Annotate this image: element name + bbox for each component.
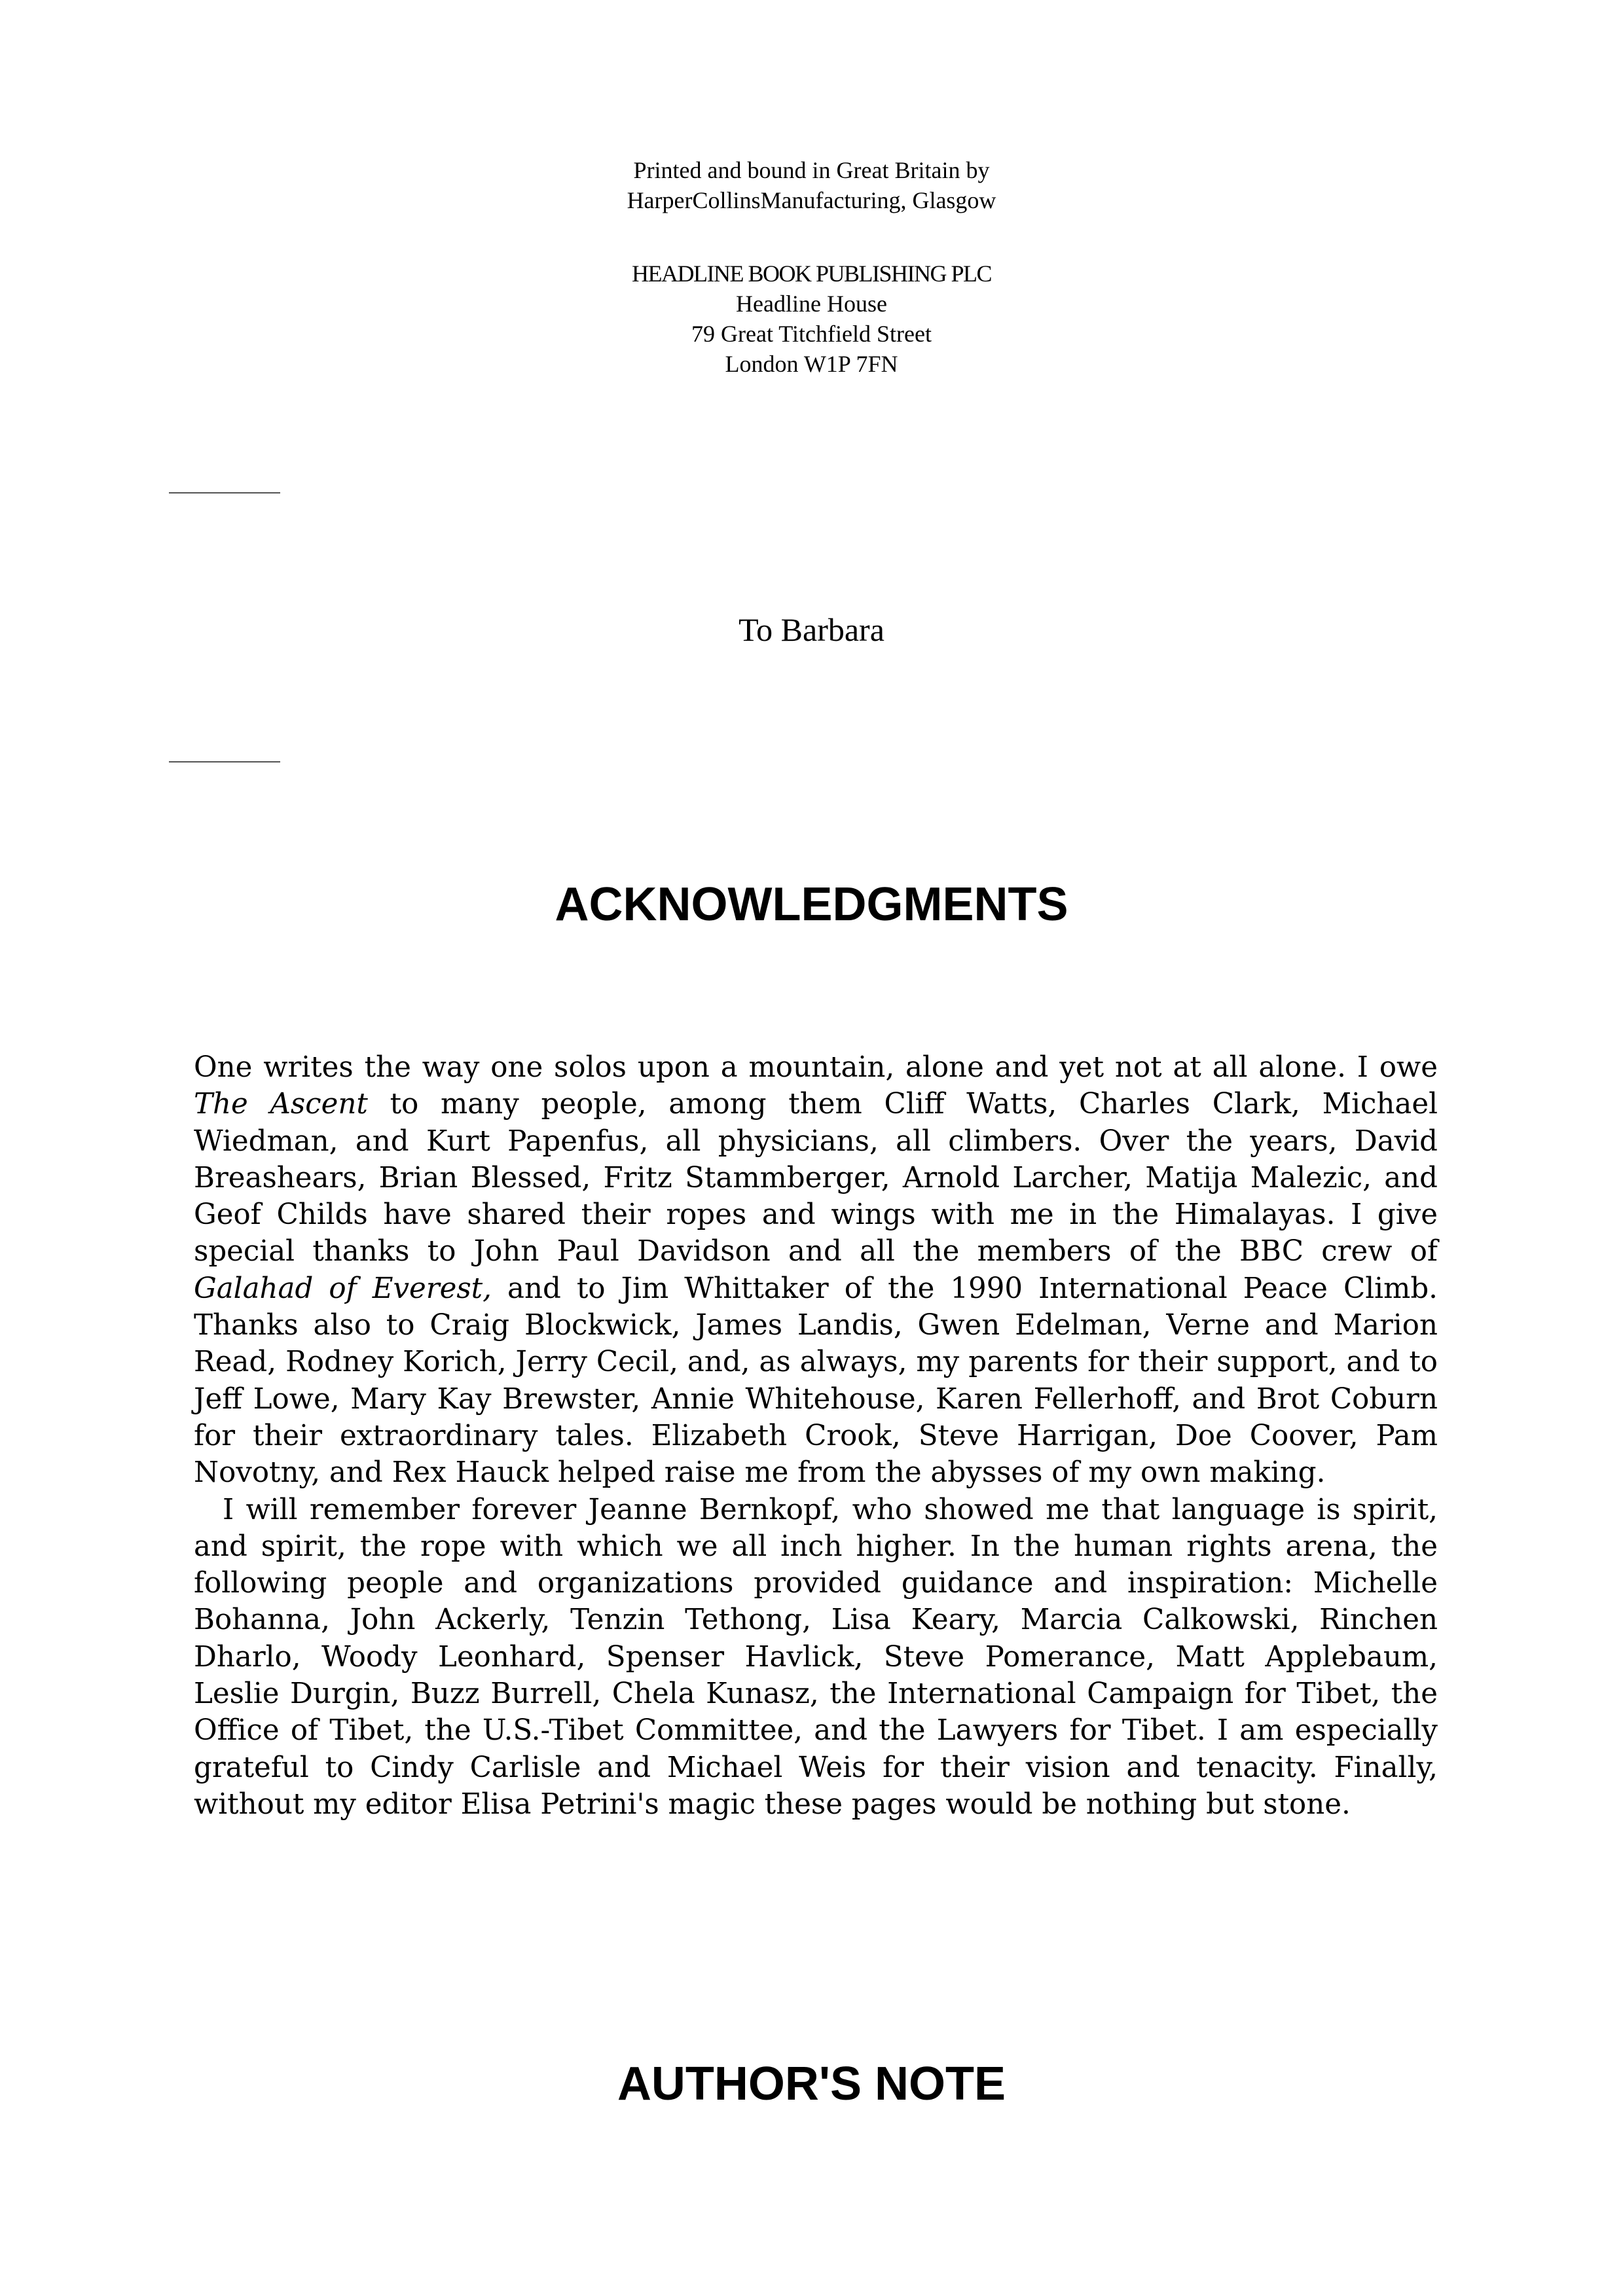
dedication: To Barbara [739,611,884,648]
acknowledgments-paragraph: One writes the way one solos upon a mountain, alone and yet not at all alone. I owe The Ascent to many people, among them Cliff Watts, Charles Clark, Michael Wiedman, and Kurt Papenfus, all physicians, all climbers. Over the years, David Breashears, Brian Blessed, Fritz Stammberger, Arnold Larcher, Matija Malezic, and Geof Childs have shared their ropes and wings with me in the Himalayas. I give special thanks to John Paul Davidson and all the members of the BBC crew of Galahad of Everest, and to Jim Whittaker of the 1990 International Peace Climb. Thanks also to Craig Blockwick, James Landis, Gwen Edelman, Verne and Marion Read, Rodney Korich, Jerry Cecil, and, as always, my parents for their support, and to Jeff Lowe, Mary Kay Brewster, Annie Whitehouse, Karen Fellerhoff, and Brot Coburn for their extraordinary tales. Elizabeth Crook, Steve Harrigan, Doe Coover, Pam Novotny, and Rex Hauck helped raise me from the abysses of my own making. [194,1051,1438,1490]
authors-note-heading: AUTHOR'S NOTE [617,2058,1006,2110]
section-divider [169,492,280,493]
acknowledgments-body [194,1049,1438,1823]
publisher-address-line: London W1P 7FN [725,351,898,377]
printer-line: HarperCollinsManufacturing, Glasgow [627,187,996,213]
section-divider [169,761,280,762]
book-title: The Ascent [194,1088,368,1121]
publisher-address-line: Headline House [736,291,887,317]
film-title: Galahad of Everest, [194,1272,492,1305]
acknowledgments-heading: ACKNOWLEDGMENTS [555,878,1068,931]
acknowledgments-paragraph: I will remember forever Jeanne Bernkopf, who showed me that language is spirit, and spirit, the rope with which we all inch higher. In the human rights arena, the following people and organizations provided guidance and inspiration: Michelle Bohanna, John Ackerly, Tenzin Tethong, Lisa Keary, Marcia Calkowski, Rinchen Dharlo, Woody Leonhard, Spenser Havlick, Steve Pomerance, Matt Applebaum, Leslie Durgin, Buzz Burrell, Chela Kunasz, the International Campaign for Tibet, the Office of Tibet, the U.S.-Tibet Committee, and the Lawyers for Tibet. I am especially grateful to Cindy Carlisle and Michael Weis for their vision and tenacity. Finally, without my editor Elisa Petrini's magic these pages would be nothing but stone. [194,1493,1438,1821]
printer-line: Printed and bound in Great Britain by [633,157,990,183]
publisher-address-line: 79 Great Titchfield Street [691,321,932,347]
printer-credit [0,155,1623,215]
publisher-name: HEADLINE BOOK PUBLISHING PLC [632,260,991,287]
publisher-address [0,259,1623,379]
